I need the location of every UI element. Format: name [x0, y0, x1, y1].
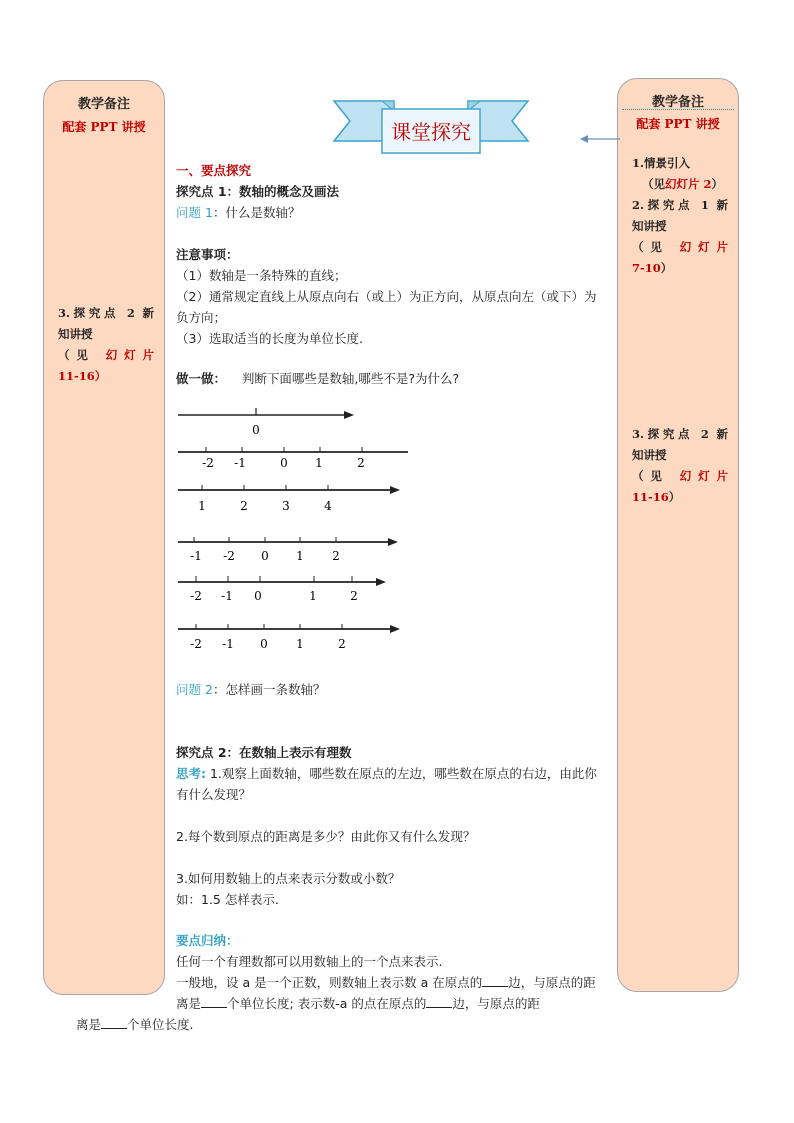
summary-line-2: 一般地，设 a 是一个正数，则数轴上表示数 a 在原点的 边，与原点的距离是 个单位长度; 表示数-a 的点在原点的 边，与原点的距: [176, 975, 596, 1011]
answer-blank: [101, 1015, 127, 1029]
tick-label: 1: [296, 637, 304, 651]
notice-item: （3）选取适当的长度为单位长度.: [176, 331, 363, 346]
tick-label: -1: [234, 456, 246, 470]
tick-label: 0: [280, 456, 288, 470]
tick-label: -1: [190, 549, 202, 563]
tick-label: 2: [240, 499, 248, 513]
panel-divider: [622, 109, 734, 110]
tick-label: -2: [190, 637, 202, 651]
tick-label: 3: [282, 499, 290, 513]
left-panel-subtitle: 配套 PPT 讲授: [62, 120, 146, 134]
point1-heading: 探究点 1：数轴的概念及画法: [176, 184, 340, 199]
summary-title: 要点归纳：: [176, 933, 239, 948]
arrow-icon: [580, 133, 620, 145]
section-banner: [332, 97, 530, 159]
tick-label: 1: [315, 456, 323, 470]
notice-item: （1）数轴是一条特殊的直线；: [176, 268, 347, 283]
number-line-1: [176, 404, 416, 438]
notice-item: （2）通常规定直线上从原点向右（或上）为正方向，从原点向左（或下）为负方向；: [176, 289, 597, 325]
right-panel-title: 教学备注: [651, 95, 704, 110]
point2-heading: 探究点 2：在数轴上表示有理数: [176, 745, 352, 760]
tick-label: -1: [221, 589, 233, 603]
tick-label: -2: [223, 549, 235, 563]
think-question-1: 思考: 1.观察上面数轴，哪些数在原点的左边，哪些数在原点的右边，由此你有什么发现？: [176, 766, 597, 802]
left-notes-panel: [43, 80, 165, 995]
tick-label: 2: [332, 549, 340, 563]
main-content: [176, 160, 608, 223]
question2: 问题 2：怎样画一条数轴？: [176, 682, 326, 697]
question1: 问题 1：什么是数轴？: [176, 205, 301, 220]
tick-label: 4: [324, 499, 332, 513]
answer-blank: [482, 973, 508, 987]
tick-label: -2: [190, 589, 202, 603]
answer-blank: [201, 994, 227, 1008]
summary-line-3: 离是 个单位长度.: [76, 1017, 194, 1032]
section-heading: 一、要点探究: [176, 163, 252, 178]
left-panel-title: 教学备注: [77, 97, 130, 112]
tick-label: 0: [254, 589, 262, 603]
right-note-intro: 1.情景引入 （见幻灯片 2）: [632, 156, 724, 191]
tick-label: 0: [260, 637, 268, 651]
number-line-3: [176, 481, 416, 515]
number-line-2: [176, 445, 416, 473]
notice-title: 注意事项：: [176, 247, 239, 262]
tick-label: 1: [309, 589, 317, 603]
left-note-point2: 3.探究点 2 新 知讲授 （见 幻灯片 11-16）: [58, 306, 154, 383]
number-line-4: [176, 533, 416, 565]
think-question-3: 3.如何用数轴上的点来表示分数或小数？ 如：1.5 怎样表示.: [176, 871, 401, 907]
right-note-point2: 3.探究点 2 新 知讲授 （见 幻灯片 11-16）: [632, 427, 728, 504]
tick-label: 1: [198, 499, 206, 513]
tick-label: 2: [350, 589, 358, 603]
think-question-2: 2.每个数到原点的距离是多少？由此你又有什么发现？: [176, 829, 476, 844]
summary-line-1: 任何一个有理数都可以用数轴上的一个点来表示.: [176, 954, 443, 969]
right-note-point1: 2.探究点 1 新 知讲授 （见 幻灯片 7-10）: [632, 198, 728, 275]
number-line-5: [176, 572, 416, 604]
tick-label: 2: [338, 637, 346, 651]
tick-label: 0: [252, 423, 260, 437]
notice-block: [176, 244, 608, 349]
number-line-6: [176, 620, 416, 654]
summary-block: [176, 930, 608, 1014]
banner-title: 课堂探究: [391, 120, 471, 144]
tick-label: 2: [357, 456, 365, 470]
tick-label: 1: [296, 549, 304, 563]
tick-label: 0: [261, 549, 269, 563]
right-notes-panel: [617, 78, 739, 992]
answer-blank: [426, 994, 452, 1008]
try-prompt: 做一做： 判断下面哪些是数轴,哪些不是?为什么?: [176, 371, 460, 386]
tick-label: -2: [202, 456, 214, 470]
tick-label: -1: [222, 637, 234, 651]
right-panel-subtitle: 配套 PPT 讲授: [636, 117, 720, 131]
point2-block: [176, 742, 608, 805]
